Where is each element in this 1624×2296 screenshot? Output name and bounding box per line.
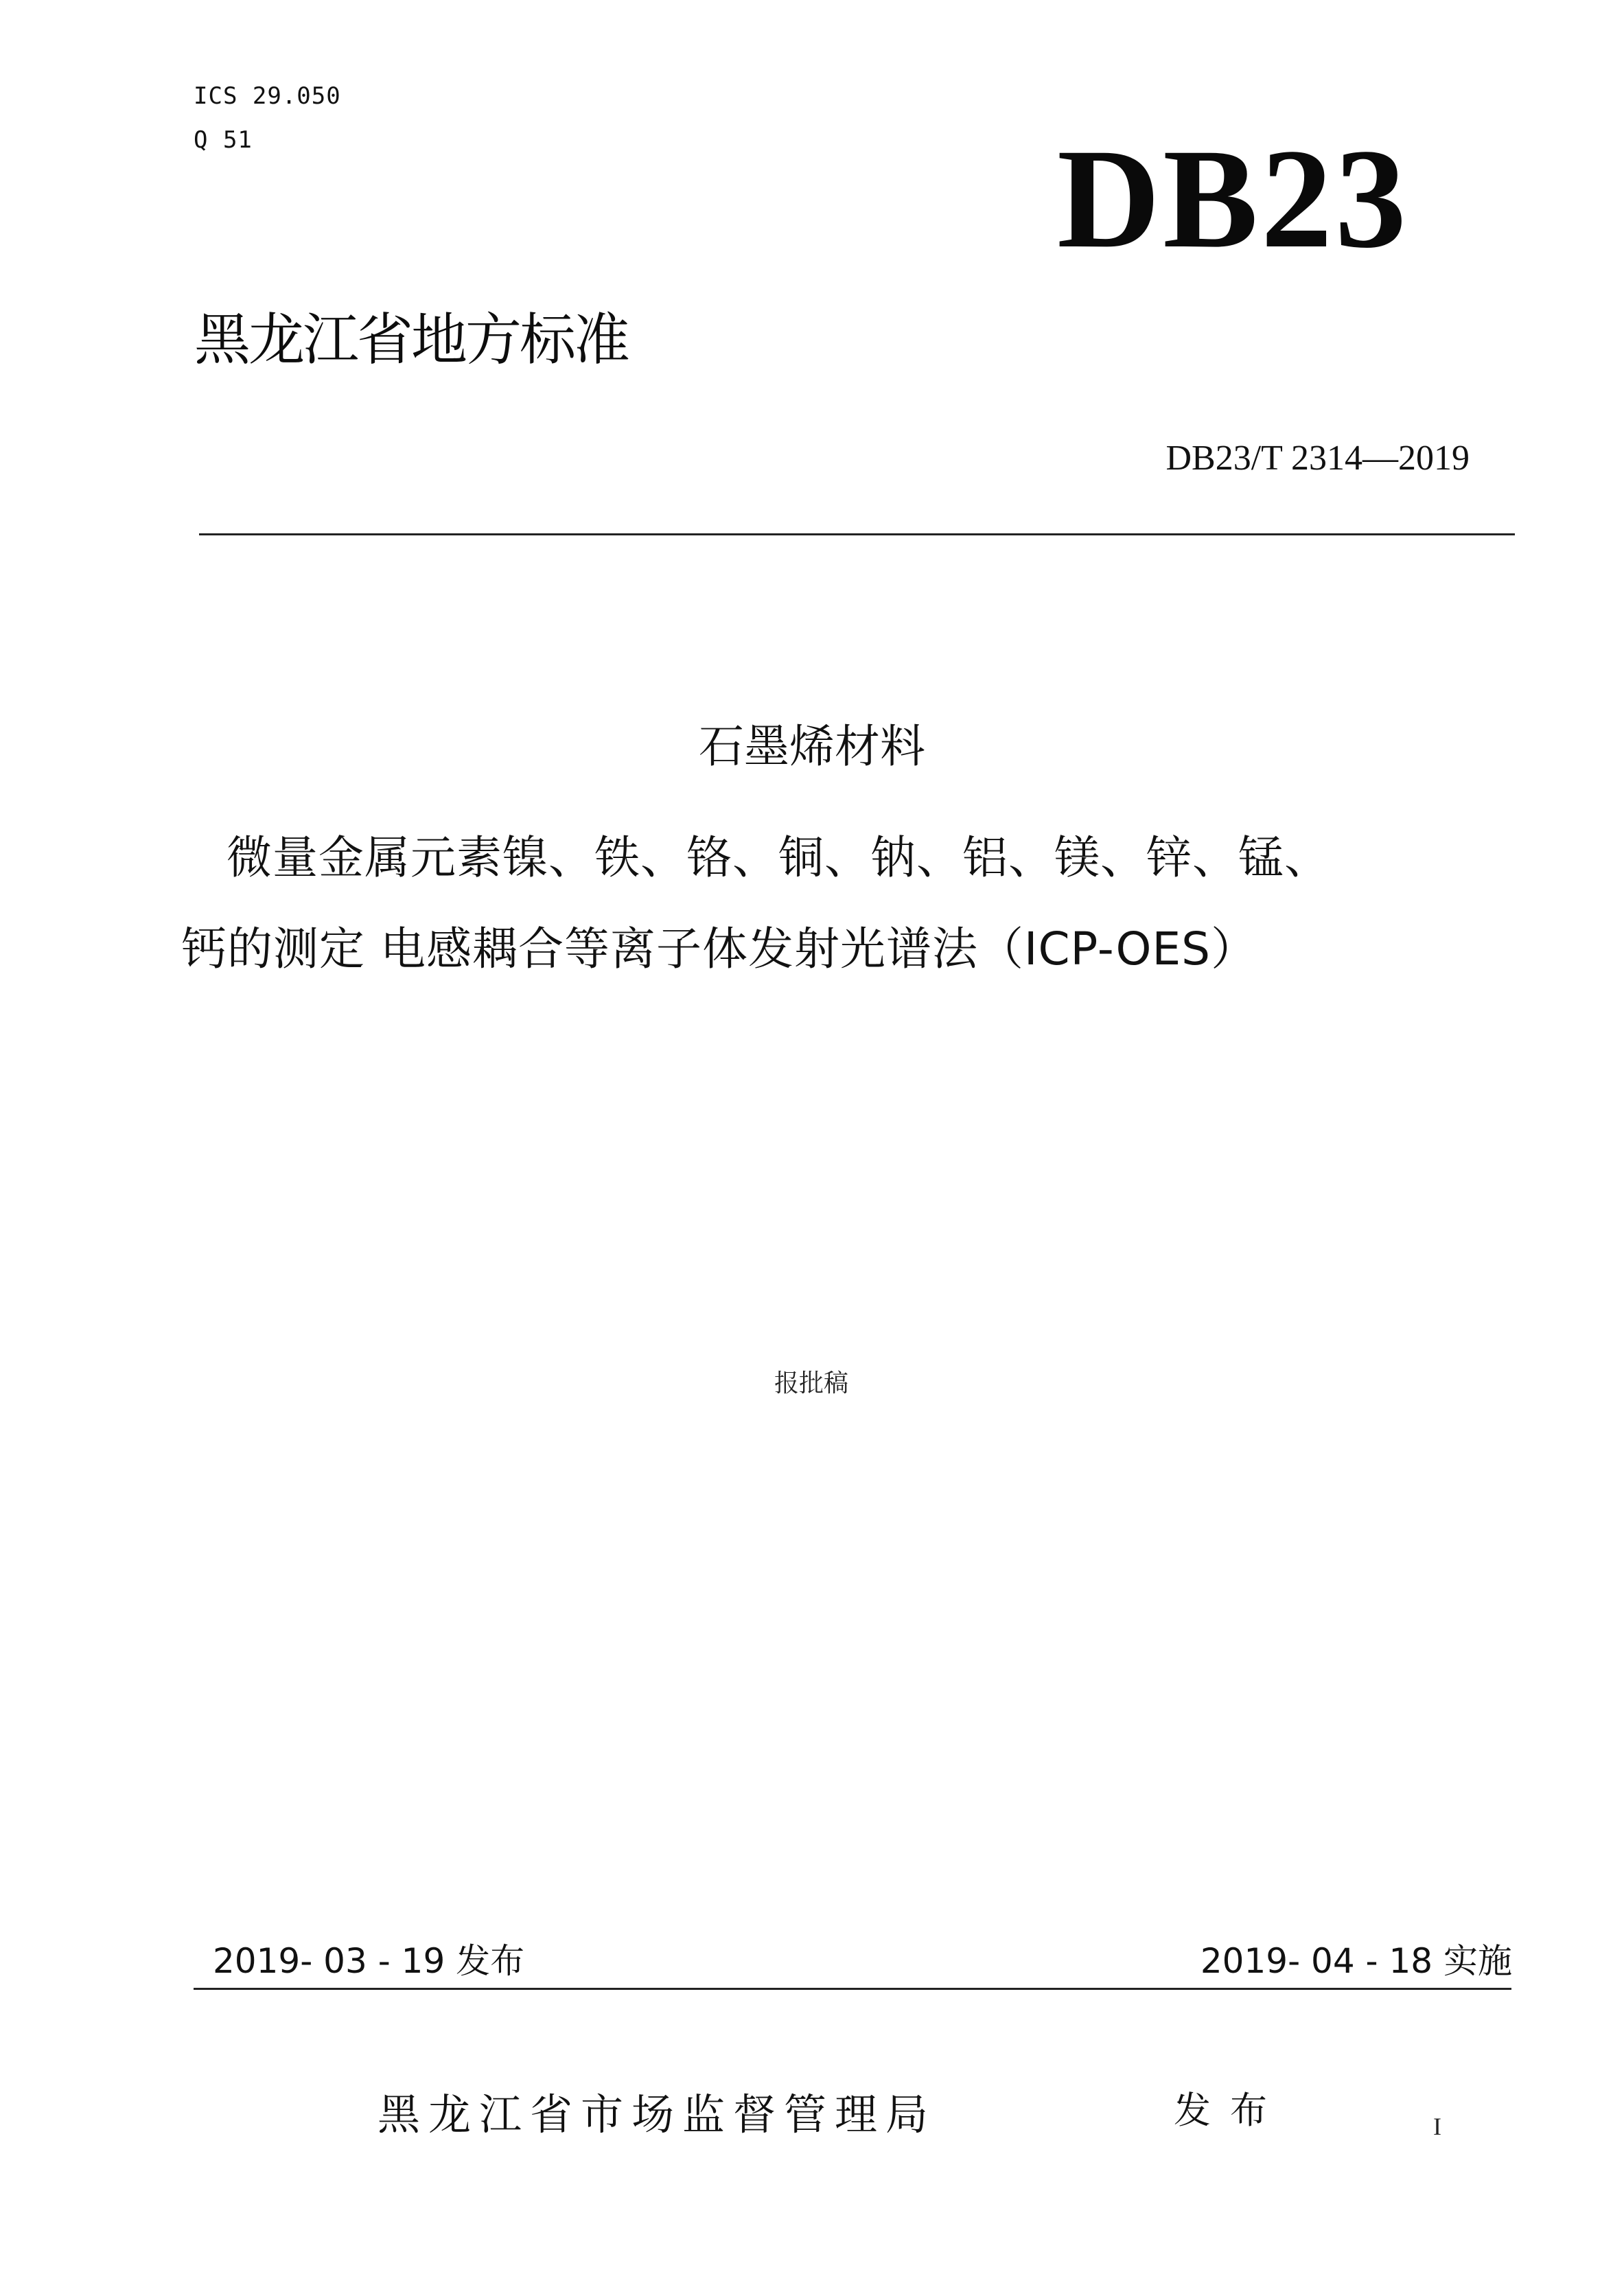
footer-divider <box>194 1988 1511 1990</box>
implementation-date: 2019- 04 - 18 实施 <box>1200 1941 1512 1981</box>
standard-type-heading: 黑龙江省地方标准 <box>194 308 629 373</box>
standard-logo: DB23 <box>1057 119 1409 277</box>
issue-date: 2019- 03 - 19 发布 <box>213 1941 525 1981</box>
document-title-line-3: 钙的测定 电感耦合等离子体发射光谱法（ICP-OES） <box>181 923 1257 975</box>
issuing-authority: 黑龙江省市场监督管理局 <box>378 2089 937 2140</box>
document-title-line-1: 石墨烯材料 <box>699 720 925 773</box>
draft-stage-label: 报批稿 <box>774 1369 849 1398</box>
standard-number: DB23/T 2314—2019 <box>1165 439 1470 478</box>
ics-code: ICS 29.050 <box>194 82 341 110</box>
header-divider <box>199 533 1515 535</box>
page-number: I <box>1433 2113 1441 2140</box>
ccs-code: Q 51 <box>194 126 253 154</box>
document-title-line-2: 微量金属元素镍、铁、铬、铜、钠、铝、镁、锌、锰、 <box>227 831 1330 884</box>
issue-label: 发布 <box>1174 2089 1286 2132</box>
